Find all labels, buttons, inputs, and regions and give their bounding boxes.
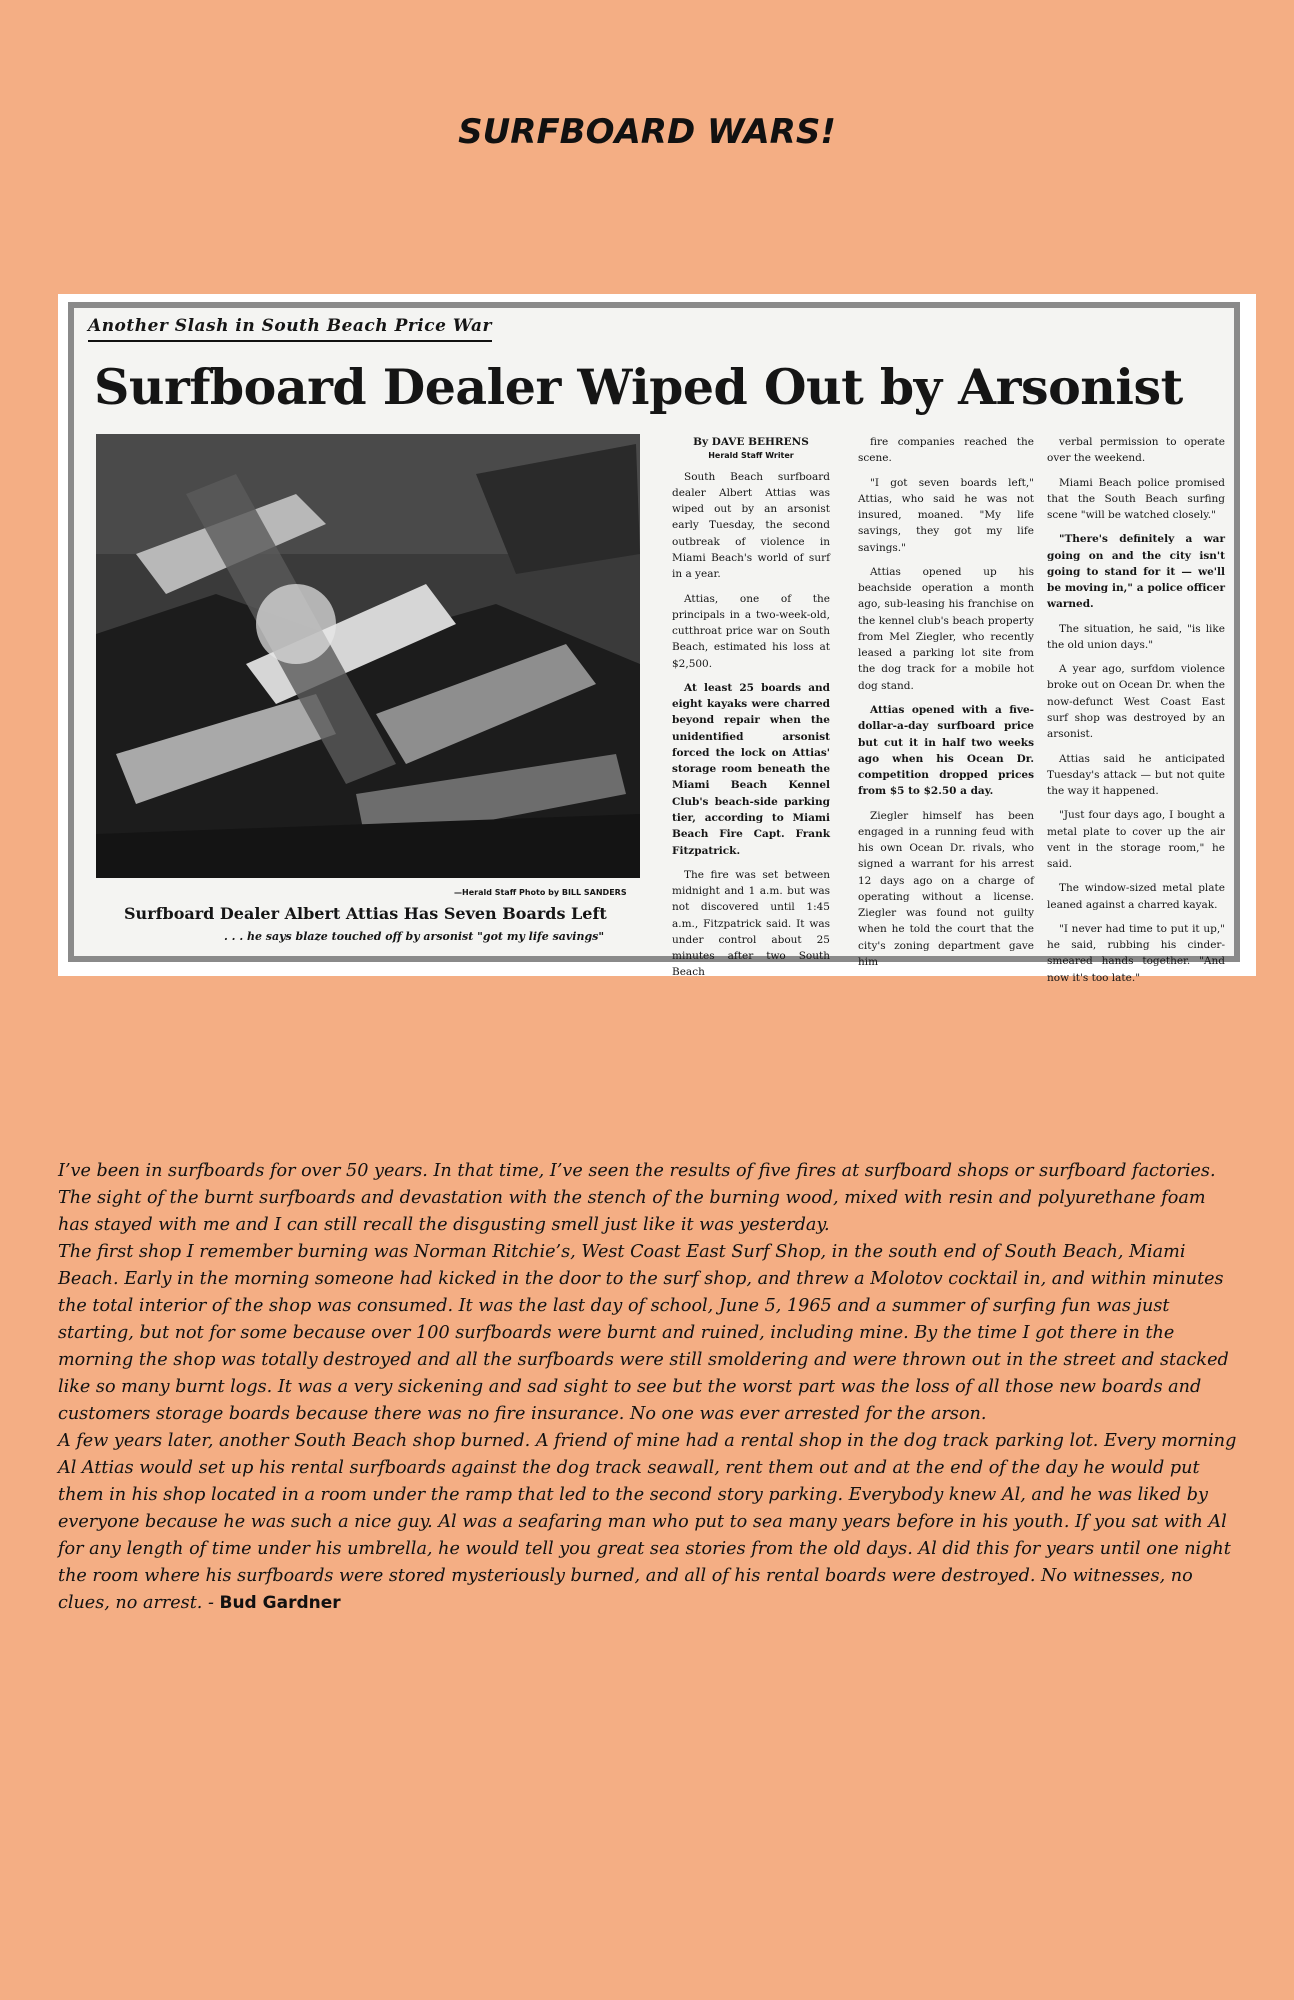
- column-paragraph: "There's definitely a war going on and the city isn't going to stand for it — we'll be moving in," a police officer warned.: [1047, 533, 1225, 611]
- article-column-3: [1047, 434, 1225, 984]
- clipping-photo: [96, 434, 640, 878]
- column-paragraph: verbal permission to operate over the weekend.: [1047, 436, 1225, 465]
- newspaper-clipping: [68, 302, 1240, 984]
- column-paragraph: At least 25 boards and eight kayaks were charred beyond repair when the unidentified arsonist forced the lock on Attias' storage room beneath the Miami Beach Kennel Club's beach-side parking tier, according to Miami Beach Fire Capt. Frank Fitzpatrick.: [672, 681, 830, 857]
- article-paragraph-text: A few years later, another South Beach shop burned. A friend of mine had a rental shop in the dog track parking lot. Every morning Al Attias would set up his rental surfboards against the dog track seawall, rent them out and at the end of the day he would put them in his shop located in a room under the ramp that led to the second story parking. Everybody knew Al, and he was liked by everyone because he was such a nice guy. Al was a seafaring man who put to sea many years before in his youth. If you sat with Al for any length of time under his umbrella, he would tell you great sea stories from the old days. Al did this for years until one night the room where his surfboards were stored mysteriously burned, and all of his rental boards were destroyed. No witnesses, no clues, no arrest. -: [58, 1431, 1237, 1613]
- column-paragraph: "Just four days ago, I bought a metal plate to cover up the air vent in the storage room," he said.: [1047, 809, 1225, 871]
- column-paragraph: "I got seven boards left," Attias, who said he was not insured, moaned. "My life savings, they got my life savings.": [858, 476, 1034, 554]
- page-title: SURFBOARD WARS!: [458, 112, 836, 152]
- column-paragraph: The situation, he said, "is like the old union days.": [1047, 622, 1225, 651]
- column-paragraph: Attias said he anticipated Tuesday's attack — but not quite the way it happened.: [1047, 752, 1225, 798]
- column-paragraph: A year ago, surfdom violence broke out on Ocean Dr. when the now-defunct West Coast East surf shop was destroyed by an arsonist.: [1047, 663, 1225, 741]
- article-body: [58, 1158, 1238, 1617]
- column-paragraph: Attias opened up his beachside operation a month ago, sub-leasing his franchise on the kennel club's beach property from Mel Ziegler, who recently leased a parking lot site from the dog track for a mobile hot dog stand.: [858, 565, 1034, 692]
- clipping-kicker: Another Slash in South Beach Price War: [88, 316, 492, 342]
- byline: By DAVE BEHRENS: [693, 436, 809, 448]
- article-column-1: [672, 434, 830, 979]
- author-name: Bud Gardner: [219, 1593, 341, 1613]
- newspaper-clipping-image: [58, 294, 1256, 984]
- column-paragraph: "I never had time to put it up," he said, rubbing his cinder-smeared hands together. "And now it's too late.": [1047, 922, 1225, 984]
- column-paragraph: The window-sized metal plate leaned against a charred kayak.: [1047, 882, 1225, 911]
- article-paragraph: [58, 1428, 1238, 1617]
- column-paragraph: Ziegler himself has been engaged in a running feud with his own Ocean Dr. rivals, who signed a warrant for his arrest 12 days ago on a charge of operating without a license. Ziegler was found not guilty when he told the court that the city's zoning department gave him: [858, 809, 1034, 968]
- photo-caption: Surfboard Dealer Albert Attias Has Seven Boards Left: [124, 904, 607, 923]
- article-column-2: [858, 434, 1034, 968]
- column-paragraph: South Beach surfboard dealer Albert Attias was wiped out by an arsonist early Tuesday, the second outbreak of violence in Miami Beach's world of surf in a year.: [672, 470, 830, 581]
- article-paragraph: I’ve been in surfboards for over 50 years. In that time, I’ve seen the results of five fires at surfboard shops or surfboard factories. The sight of the burnt surfboards and devastation with the stench of the burning wood, mixed with resin and polyurethane foam has stayed with me and I can still recall the disgusting smell just like it was yesterday.: [58, 1161, 1216, 1235]
- column-paragraph: Attias opened with a five-dollar-a-day surfboard price but cut it in half two weeks ago when his Ocean Dr. competition dropped prices from $5 to $2.50 a day.: [858, 703, 1034, 798]
- column-paragraph: Miami Beach police promised that the South Beach surfing scene "will be watched closely.": [1047, 476, 1225, 522]
- column-paragraph: The fire was set between midnight and 1 a.m. but was not discovered until 1:45 a.m., Fitzpatrick said. It was under control about 25 minutes after two South Beach: [672, 868, 830, 979]
- clipping-headline: Surfboard Dealer Wiped Out by Arsonist: [94, 358, 1183, 416]
- article-paragraph: The first shop I remember burning was Norman Ritchie’s, West Coast East Surf Shop, in the south end of South Beach, Miami Beach. Early in the morning someone had kicked in the door to the surf shop, and threw a Molotov cocktail in, and within minutes the total interior of the shop was consumed. It was the last day of school, June 5, 1965 and a summer of surfing fun was just starting, but not for some because over 100 surfboards were burnt and ruined, including mine. By the time I got there in the morning the shop was totally destroyed and all the surfboards were still smoldering and were thrown out in the street and stacked like so many burnt logs. It was a very sickening and sad sight to see but the worst part was the loss of all those new boards and customers storage boards because there was no fire insurance. No one was ever arrested for the arson.: [58, 1242, 1229, 1424]
- photo-credit: —Herald Staff Photo by BILL SANDERS: [454, 888, 627, 897]
- byline-role: Herald Staff Writer: [708, 451, 794, 461]
- column-paragraph: fire companies reached the scene.: [858, 436, 1034, 465]
- burnt-surfboards-photo: [96, 434, 640, 878]
- photo-caption-quote: . . . he says blaze touched off by arsonist "got my life savings": [224, 930, 605, 943]
- column-paragraph: Attias, one of the principals in a two-week-old, cutthroat price war on South Beach, estimated his loss at $2,500.: [672, 592, 830, 670]
